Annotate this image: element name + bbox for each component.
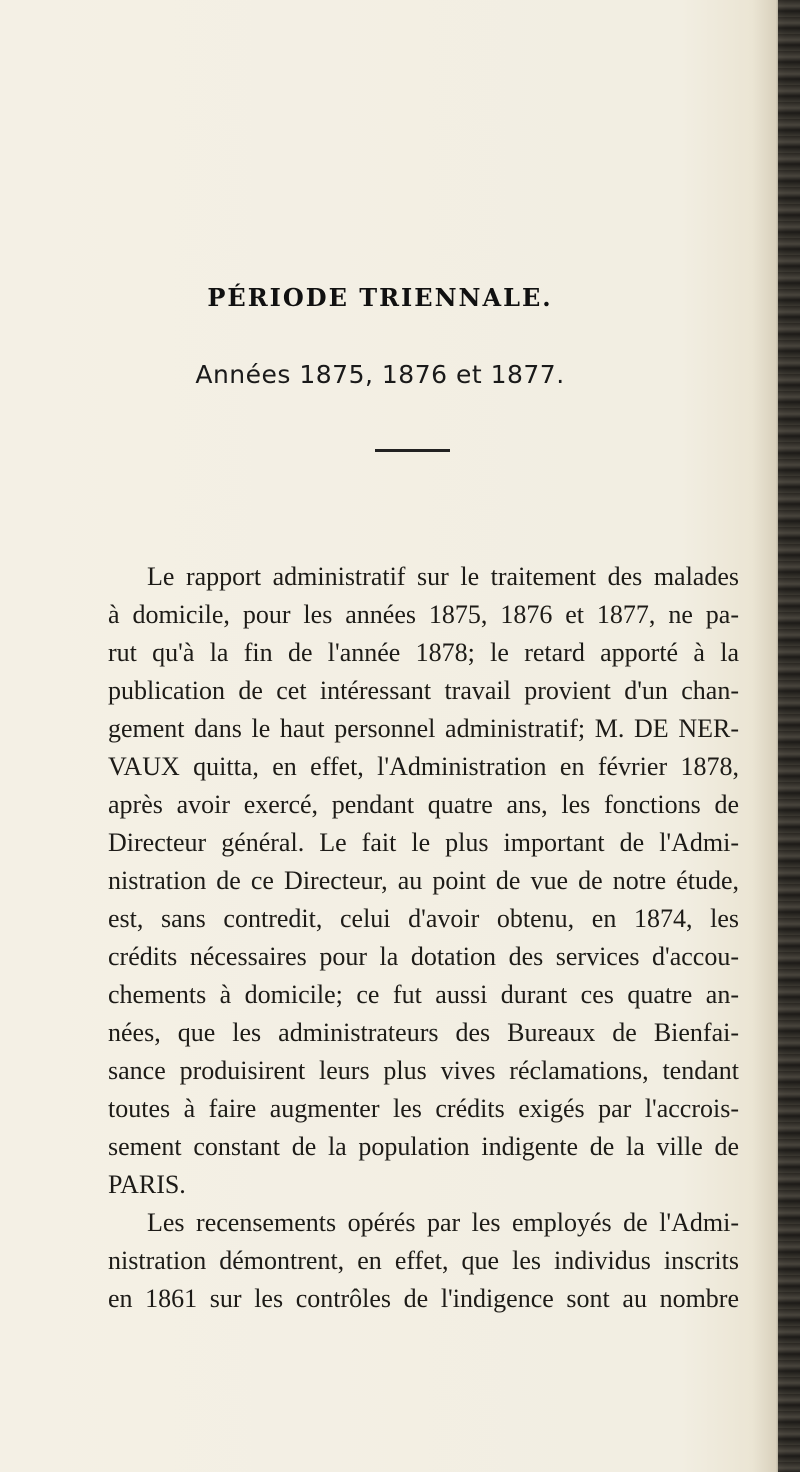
text-line: sement constant de la population indigente de la ville de	[108, 1132, 739, 1161]
text-line: Directeur général. Le fait le plus important de l'Admi-	[108, 828, 739, 857]
text-line: Les recensements opérés par les employés de l'Admi-	[147, 1208, 739, 1237]
text-line: après avoir exercé, pendant quatre ans, les fonctions de	[108, 790, 739, 819]
text-line: nistration de ce Directeur, au point de vue de notre étude,	[108, 866, 739, 895]
text-line: toutes à faire augmenter les crédits exigés par l'accrois-	[108, 1094, 739, 1123]
text-line: PARIS.	[108, 1170, 186, 1199]
text-line: nistration démontrent, en effet, que les individus inscrits	[108, 1246, 739, 1275]
text-line: sance produisirent leurs plus vives réclamations, tendant	[108, 1056, 739, 1085]
text-line: chements à domicile; ce fut aussi durant ces quatre an-	[108, 980, 739, 1009]
text-line: à domicile, pour les années 1875, 1876 et 1877, ne pa-	[108, 600, 739, 629]
text-line: en 1861 sur les contrôles de l'indigence sont au nombre	[108, 1284, 739, 1313]
text-line: publication de cet intéressant travail provient d'un chan-	[108, 676, 739, 705]
text-line: rut qu'à la fin de l'année 1878; le retard apporté à la	[108, 638, 739, 667]
text-line: crédits nécessaires pour la dotation des services d'accou-	[108, 942, 739, 971]
text-line: nées, que les administrateurs des Bureaux de Bienfai-	[108, 1018, 739, 1047]
text-line: est, sans contredit, celui d'avoir obtenu, en 1874, les	[108, 904, 739, 933]
text-line: Le rapport administratif sur le traitement des malades	[147, 562, 739, 591]
section-heading: PÉRIODE TRIENNALE.	[207, 283, 553, 312]
section-subheading: Années 1875, 1876 et 1877.	[195, 360, 565, 389]
separator-rule	[375, 449, 450, 452]
text-line: gement dans le haut personnel administratif; M. DE NER-	[108, 714, 739, 743]
text-line: VAUX quitta, en effet, l'Administration en février 1878,	[108, 752, 739, 781]
book-binding-edge	[778, 0, 800, 1472]
